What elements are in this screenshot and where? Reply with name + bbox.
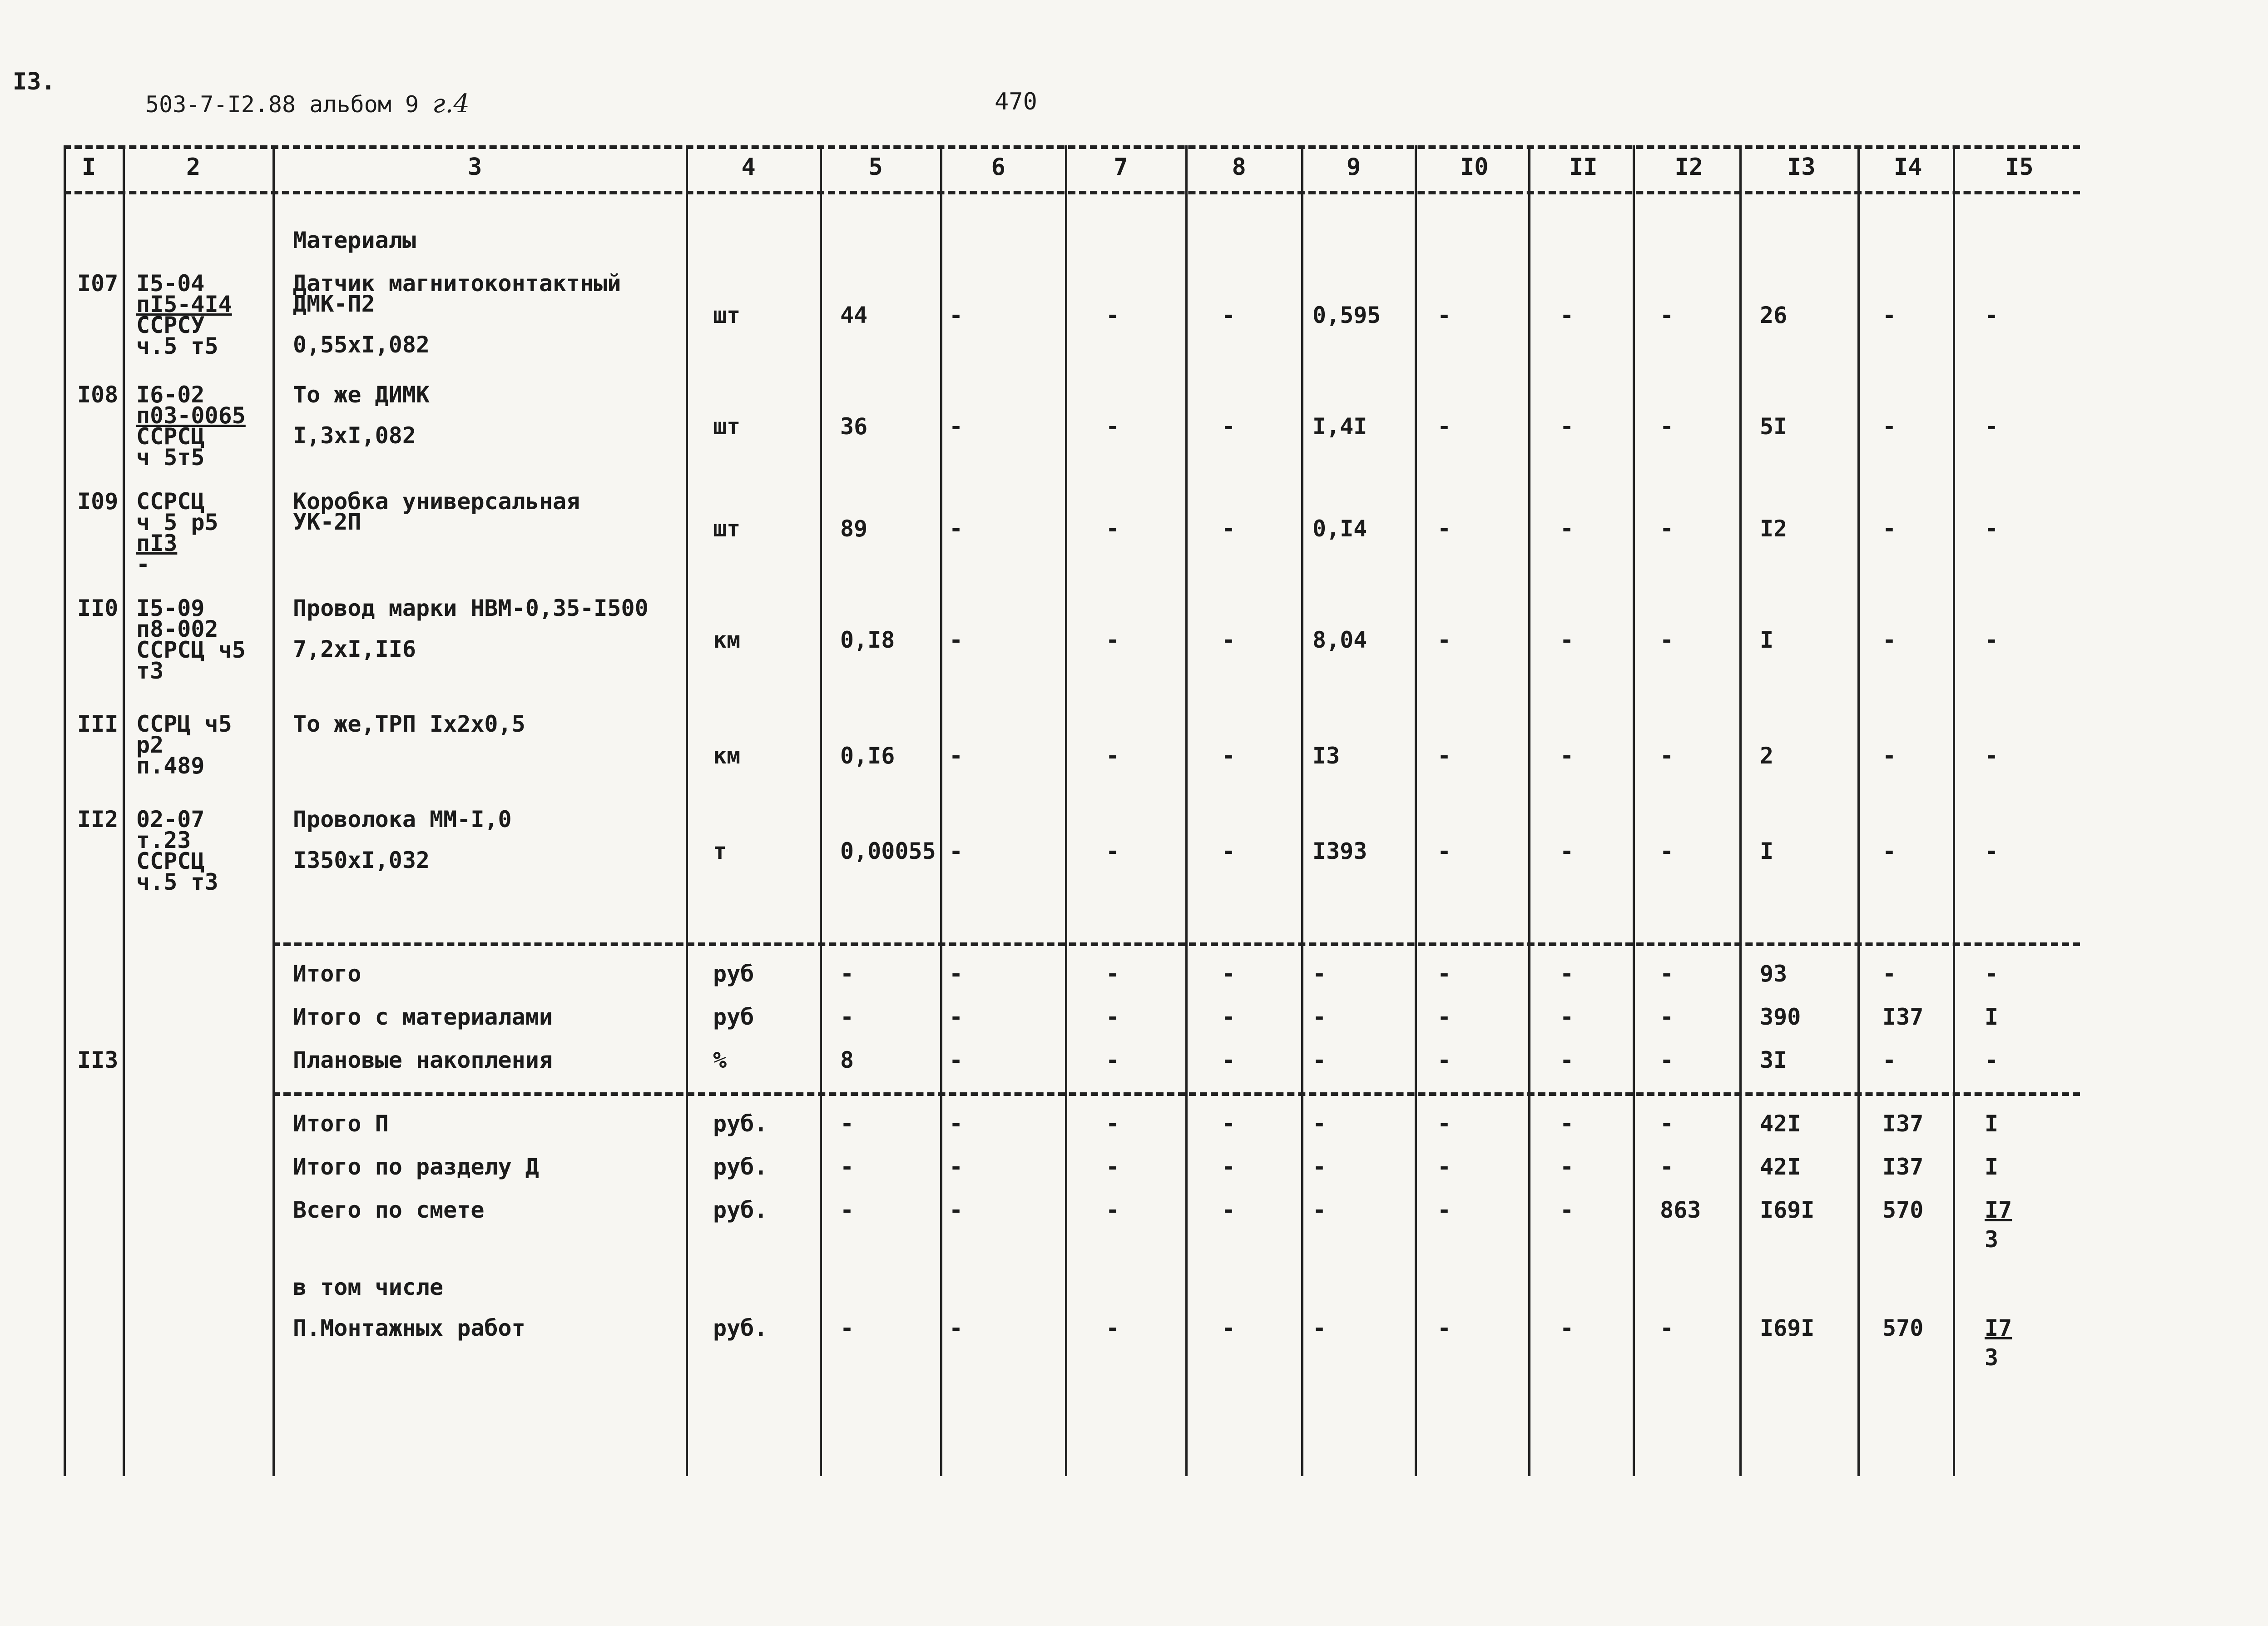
table-cell: -	[1660, 743, 1674, 769]
column-divider	[1415, 145, 1417, 1476]
table-cell: 8	[840, 1047, 854, 1073]
column-divider	[1739, 145, 1742, 1476]
table-cell: 3	[1985, 1344, 1999, 1371]
table-cell: Итого	[293, 961, 361, 987]
column-divider	[1065, 145, 1067, 1476]
column-header: I0	[1460, 154, 1489, 181]
table-cell: -	[1106, 1197, 1120, 1223]
column-header: II	[1569, 154, 1598, 181]
table-cell: I37	[1882, 1004, 1924, 1030]
table-cell: -	[1560, 1154, 1574, 1180]
table-cell: -	[1312, 1197, 1327, 1223]
table-cell: -	[1560, 1110, 1574, 1137]
table-cell: I	[1985, 1110, 1999, 1137]
column-header: I2	[1674, 154, 1703, 181]
table-cell: км	[713, 743, 741, 769]
column-divider	[1953, 145, 1955, 1476]
table-cell: I,4I	[1312, 413, 1367, 440]
table-cell: I,3хI,082	[293, 422, 416, 449]
table-cell: -	[1882, 413, 1897, 440]
column-divider	[1301, 145, 1303, 1476]
table-cell: шт	[713, 516, 741, 542]
document-code-text: 503-7-I2.88 альбом 9	[145, 91, 419, 118]
table-cell: II2	[77, 806, 119, 833]
table-cell: 42I	[1760, 1110, 1801, 1137]
table-cell: -	[1660, 413, 1674, 440]
table-cell: III	[77, 711, 119, 737]
table-cell: 0,00055	[840, 838, 936, 864]
table-cell: 26	[1760, 302, 1788, 328]
table-cell: 8,04	[1312, 627, 1367, 653]
table-cell: -	[1437, 1047, 1451, 1073]
table-cell: I6-02	[136, 382, 205, 408]
page-number: 470	[995, 88, 1037, 115]
table-cell: %	[713, 1047, 727, 1073]
table-cell: I5-04	[136, 270, 205, 297]
table-cell: -	[1312, 961, 1327, 987]
table-cell: ч.5 т5	[136, 333, 218, 359]
table-cell: II3	[77, 1047, 119, 1073]
table-cell: -	[1437, 1110, 1451, 1137]
table-cell: км	[713, 627, 741, 653]
table-cell: -	[1437, 961, 1451, 987]
table-cell: -	[1437, 627, 1451, 653]
table-cell: -	[1660, 1154, 1674, 1180]
table-cell: -	[949, 961, 963, 987]
table-cell: -	[1222, 838, 1236, 864]
column-divider	[686, 145, 688, 1476]
table-cell: I350хI,032	[293, 847, 430, 873]
table-cell: -	[1437, 302, 1451, 328]
row-divider	[64, 145, 2080, 149]
column-header: 9	[1347, 154, 1361, 181]
table-cell: -	[1560, 1004, 1574, 1030]
table-cell: 0,I4	[1312, 516, 1367, 542]
table-cell: -	[949, 1110, 963, 1137]
column-divider	[820, 145, 822, 1476]
table-cell: -	[1312, 1004, 1327, 1030]
table-cell: т	[713, 838, 727, 864]
table-cell: -	[1106, 1004, 1120, 1030]
table-cell: -	[840, 1197, 854, 1223]
table-cell: р2	[136, 732, 164, 758]
document-code	[145, 89, 470, 119]
table-cell: п8-002	[136, 616, 218, 642]
table-cell: I09	[77, 488, 119, 515]
table-cell: 2	[1760, 743, 1774, 769]
table-cell: 0,I8	[840, 627, 895, 653]
table-cell: -	[1560, 627, 1574, 653]
table-cell: -	[1560, 302, 1574, 328]
table-cell: -	[1106, 838, 1120, 864]
table-cell: руб	[713, 1004, 754, 1030]
table-cell: I3	[1312, 743, 1340, 769]
table-cell: 390	[1760, 1004, 1801, 1030]
table-cell: -	[1560, 838, 1574, 864]
table-cell: п.489	[136, 753, 205, 779]
table-cell: I08	[77, 382, 119, 408]
table-cell: -	[840, 1110, 854, 1137]
table-cell: -	[949, 1154, 963, 1180]
table-cell: Плановые накопления	[293, 1047, 553, 1073]
table-cell: То же ДИМК	[293, 382, 430, 408]
table-cell: -	[1882, 838, 1897, 864]
table-cell: -	[1660, 838, 1674, 864]
table-cell: 7,2хI,II6	[293, 636, 416, 662]
table-cell: -	[1106, 1110, 1120, 1137]
column-header: 2	[186, 154, 201, 181]
table-cell: руб.	[713, 1154, 768, 1180]
table-cell: -	[1437, 1154, 1451, 1180]
table-cell: Датчик магнитоконтактный	[293, 270, 621, 297]
table-cell: -	[1222, 1315, 1236, 1341]
table-cell: Провод марки НВМ-0,35-I500	[293, 595, 649, 621]
table-cell: Итого по разделу Д	[293, 1154, 539, 1180]
table-cell: Материалы	[293, 227, 416, 253]
table-cell: -	[1560, 413, 1574, 440]
table-cell: -	[1437, 743, 1451, 769]
table-cell: шт	[713, 302, 741, 328]
table-cell: Коробка универсальная	[293, 488, 580, 515]
table-cell: ч 5 р5	[136, 509, 218, 535]
table-cell: руб.	[713, 1197, 768, 1223]
table-cell: -	[1222, 1110, 1236, 1137]
column-divider	[272, 145, 275, 1476]
table-cell: -	[1985, 413, 1999, 440]
table-cell: -	[1222, 627, 1236, 653]
table-cell: п03-0065	[136, 402, 246, 429]
table-cell: -	[1882, 627, 1897, 653]
table-cell: ССРСЦ	[136, 423, 205, 450]
column-divider	[1633, 145, 1635, 1476]
table-cell: -	[1560, 1315, 1574, 1341]
table-cell: -	[1660, 1004, 1674, 1030]
table-cell: Итого П	[293, 1110, 389, 1137]
table-cell: -	[1106, 1315, 1120, 1341]
column-header: I5	[2005, 154, 2034, 181]
table-cell: 5I	[1760, 413, 1788, 440]
table-cell: -	[1106, 1154, 1120, 1180]
table-cell: -	[840, 961, 854, 987]
column-divider	[1185, 145, 1188, 1476]
table-cell: в том числе	[293, 1274, 444, 1300]
table-cell: -	[1312, 1047, 1327, 1073]
table-cell: 3I	[1760, 1047, 1788, 1073]
table-cell: Всего по смете	[293, 1197, 485, 1223]
table-cell: 42I	[1760, 1154, 1801, 1180]
table-cell: УК-2П	[293, 509, 361, 535]
table-cell: -	[1106, 627, 1120, 653]
column-divider	[123, 145, 125, 1476]
column-divider	[940, 145, 942, 1476]
table-cell: -	[1312, 1110, 1327, 1137]
table-cell: -	[1560, 516, 1574, 542]
table-cell: I7	[1985, 1197, 2012, 1223]
table-cell: -	[1106, 413, 1120, 440]
table-cell: I37	[1882, 1110, 1924, 1137]
table-cell: -	[1106, 961, 1120, 987]
table-cell: -	[1437, 413, 1451, 440]
table-cell: -	[949, 1004, 963, 1030]
table-cell: I393	[1312, 838, 1367, 864]
table-cell: -	[1222, 516, 1236, 542]
table-cell: -	[949, 516, 963, 542]
table-cell: -	[1882, 516, 1897, 542]
table-cell: ССРСЦ	[136, 488, 205, 515]
table-cell: ДМК-П2	[293, 291, 375, 317]
table-cell: -	[1985, 743, 1999, 769]
table-cell: -	[1222, 1004, 1236, 1030]
table-cell: -	[1985, 627, 1999, 653]
table-cell: -	[949, 1315, 963, 1341]
table-cell: -	[1222, 961, 1236, 987]
table-cell: -	[1106, 1047, 1120, 1073]
column-divider	[1857, 145, 1860, 1476]
document-code-suffix: г.4	[432, 89, 470, 119]
table-cell: шт	[713, 413, 741, 440]
table-cell: II0	[77, 595, 119, 621]
column-divider	[1528, 145, 1530, 1476]
table-cell: -	[1222, 743, 1236, 769]
table-cell: I	[1985, 1154, 1999, 1180]
corner-mark: I3.	[13, 68, 55, 95]
table-cell: -	[1222, 1197, 1236, 1223]
table-cell: -	[1882, 1047, 1897, 1073]
table-cell: -	[1560, 1047, 1574, 1073]
table-cell: I69I	[1760, 1315, 1815, 1341]
table-cell: -	[949, 1047, 963, 1073]
table-cell: I7	[1985, 1315, 2012, 1341]
table-cell: -	[1882, 961, 1897, 987]
table-cell: -	[949, 302, 963, 328]
table-cell: ССРСЦ	[136, 848, 205, 874]
table-cell: ч.5 т3	[136, 869, 218, 895]
table-cell: -	[1560, 961, 1574, 987]
table-cell: руб	[713, 961, 754, 987]
table-cell: -	[949, 838, 963, 864]
table-cell: Итого с материалами	[293, 1004, 553, 1030]
table-cell: I	[1985, 1004, 1999, 1030]
table-cell: 44	[840, 302, 868, 328]
table-cell: -	[840, 1154, 854, 1180]
table-cell: пI3	[136, 530, 178, 556]
table-cell: I5-09	[136, 595, 205, 621]
table-cell: -	[1222, 1154, 1236, 1180]
table-cell: I	[1760, 627, 1774, 653]
table-cell: -	[1437, 1197, 1451, 1223]
table-cell: То же,ТРП Iх2х0,5	[293, 711, 525, 737]
table-cell: -	[1660, 627, 1674, 653]
table-cell: -	[1882, 743, 1897, 769]
table-cell: Проволока ММ-I,0	[293, 806, 512, 833]
table-cell: -	[1437, 1004, 1451, 1030]
table-cell: -	[1312, 1315, 1327, 1341]
table-cell: -	[949, 743, 963, 769]
table-cell: -	[1437, 838, 1451, 864]
table-cell: 570	[1882, 1315, 1924, 1341]
column-header: I3	[1787, 154, 1816, 181]
table-cell: т.23	[136, 827, 191, 853]
column-header: 8	[1232, 154, 1246, 181]
table-cell: ССРЦ ч5	[136, 711, 232, 737]
table-cell: -	[949, 1197, 963, 1223]
table-cell: ч 5т5	[136, 444, 205, 471]
table-cell: -	[840, 1315, 854, 1341]
table-cell: -	[949, 413, 963, 440]
table-cell: -	[1660, 1110, 1674, 1137]
table-cell: I37	[1882, 1154, 1924, 1180]
table-cell: -	[1437, 1315, 1451, 1341]
table-cell: -	[1660, 1315, 1674, 1341]
column-divider	[64, 145, 66, 1476]
table-cell: -	[1106, 743, 1120, 769]
column-header: I	[82, 154, 96, 181]
table-cell: -	[1437, 516, 1451, 542]
estimate-table	[64, 145, 2080, 1476]
table-cell: -	[1660, 302, 1674, 328]
table-cell: 570	[1882, 1197, 1924, 1223]
table-cell: т3	[136, 658, 164, 684]
table-cell: 93	[1760, 961, 1788, 987]
column-header: 6	[991, 154, 1005, 181]
table-cell: 89	[840, 516, 868, 542]
table-cell: 0,55хI,082	[293, 332, 430, 358]
table-cell: -	[1560, 1197, 1574, 1223]
table-cell: -	[1985, 302, 1999, 328]
table-cell: -	[1660, 1047, 1674, 1073]
table-cell: пI5-4I4	[136, 291, 232, 317]
row-divider	[272, 1092, 2080, 1096]
table-cell: I69I	[1760, 1197, 1815, 1223]
table-cell: -	[1560, 743, 1574, 769]
column-header: 5	[868, 154, 883, 181]
table-cell: руб.	[713, 1110, 768, 1137]
table-cell: -	[1222, 302, 1236, 328]
table-cell: -	[1106, 302, 1120, 328]
table-cell: I07	[77, 270, 119, 297]
table-cell: 02-07	[136, 806, 205, 833]
table-cell: 3	[1985, 1226, 1999, 1253]
table-cell: -	[1222, 413, 1236, 440]
table-cell: -	[1985, 1047, 1999, 1073]
table-cell: I	[1760, 838, 1774, 864]
table-cell: 0,595	[1312, 302, 1381, 328]
table-cell: 36	[840, 413, 868, 440]
row-divider	[272, 942, 2080, 946]
table-cell: -	[1985, 961, 1999, 987]
table-cell: -	[1312, 1154, 1327, 1180]
column-header: 7	[1114, 154, 1128, 181]
column-header: 4	[741, 154, 756, 181]
table-cell: ССРСУ	[136, 312, 205, 338]
table-cell: ССРСЦ ч5	[136, 637, 246, 663]
table-cell: 863	[1660, 1197, 1701, 1223]
table-cell: П.Монтажных работ	[293, 1315, 525, 1341]
table-cell: -	[136, 551, 150, 577]
table-cell: -	[1882, 302, 1897, 328]
table-cell: -	[1222, 1047, 1236, 1073]
table-cell: -	[1106, 516, 1120, 542]
table-cell: I2	[1760, 516, 1788, 542]
column-header: I4	[1894, 154, 1922, 181]
table-cell: -	[1985, 838, 1999, 864]
table-cell: -	[949, 627, 963, 653]
table-cell: руб.	[713, 1315, 768, 1341]
table-cell: -	[1660, 961, 1674, 987]
row-divider	[64, 191, 2080, 194]
table-cell: -	[1985, 516, 1999, 542]
table-cell: 0,I6	[840, 743, 895, 769]
column-header: 3	[468, 154, 482, 181]
table-cell: -	[1660, 516, 1674, 542]
table-cell: -	[840, 1004, 854, 1030]
